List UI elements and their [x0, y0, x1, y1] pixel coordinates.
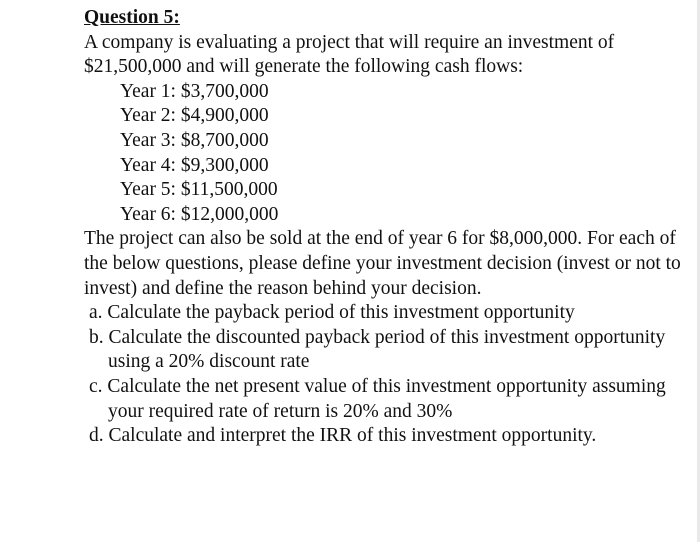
question-document [84, 6, 684, 449]
question-title: Question 5: [84, 7, 180, 28]
cash-flow-year-6: Year 6: $12,000,000 [120, 203, 279, 225]
question-parts-list [84, 301, 684, 449]
cash-flow-list [84, 80, 684, 228]
part-b-label: b. [89, 326, 104, 348]
question-part-b [84, 326, 684, 375]
question-intro: A company is evaluating a project that will require an investment of $21,500,000 and will generate the following cash flows: [84, 31, 615, 78]
part-d-label: d. [89, 425, 104, 447]
part-b-text: Calculate the discounted payback period of this investment opportunity using a 20% discount rate [108, 326, 666, 373]
cash-flow-year-4: Year 4: $9,300,000 [120, 154, 269, 176]
part-c-text: Calculate the net present value of this investment opportunity assuming your required rate of return is 20% and 30% [107, 375, 666, 422]
question-instructions: The project can also be sold at the end of year 6 for $8,000,000. For each of the below questions, please define your investment decision (invest or not to invest) and define the reason behind your decision. [84, 228, 681, 299]
part-a-text: Calculate the payback period of this investment opportunity [107, 302, 575, 324]
question-part-c [84, 375, 684, 424]
cash-flow-year-5: Year 5: $11,500,000 [120, 179, 278, 201]
part-a-label: a. [89, 302, 103, 324]
cash-flow-year-3: Year 3: $8,700,000 [120, 129, 269, 151]
question-part-a [84, 301, 684, 326]
question-part-d [84, 424, 684, 449]
cash-flow-year-1: Year 1: $3,700,000 [120, 80, 269, 102]
part-c-label: c. [89, 375, 103, 397]
cash-flow-year-2: Year 2: $4,900,000 [120, 105, 269, 127]
part-d-text: Calculate and interpret the IRR of this investment opportunity. [108, 425, 597, 447]
